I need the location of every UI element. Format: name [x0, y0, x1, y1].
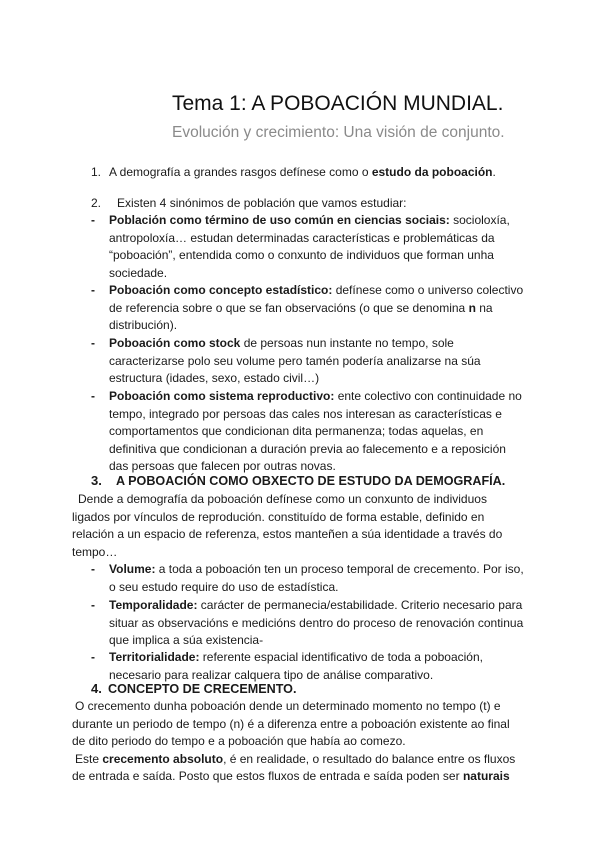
item-2-number: 2.: [91, 196, 102, 210]
section-3-heading: A POBOACIÓN COMO OBXECTO DE ESTUDO DA DEMOGRAFÍA.: [116, 474, 506, 488]
section-4-body: O crecemento dunha poboación dende un determinado momento no tempo (t) e durante un periodo de tempo (n) é a diferenza entre a poboación existente ao final de dito periodo do tempo e a poboación que había ao comezo. Este crecemento absoluto, é en realidade, o resultado do balance entre os fluxos de entrada e saída. Posto que estos fluxos de entrada e saída poden ser naturais: [72, 699, 516, 784]
bullet-item: Población como término de uso común en ciencias sociais: socioloxía, antropoloxía… estudan determinadas características e problemáticas da “poboación”, entendida como o conxunto de individuos que forman unha sociedade.: [109, 213, 510, 280]
bullet-dash: -: [91, 562, 95, 576]
item-1-number: 1.: [91, 165, 102, 179]
bullet-dash: -: [91, 213, 95, 227]
item-1-text: A demografía a grandes rasgos defínese como o estudo da poboación.: [109, 165, 496, 179]
section-4-number: 4.: [91, 681, 102, 696]
bullet-item: Temporalidade: carácter de permanecia/estabilidade. Criterio necesario para situar as observacións e medicións dentro do proceso de renovación continua que implica a súa existencia-: [109, 598, 524, 648]
section-4-heading: CONCEPTO DE CRECEMENTO.: [108, 682, 297, 696]
bullet-item: Poboación como concepto estadístico: defínese como o universo colectivo de referencia sobre o que se fan observacións (o que se denomina n na distribución).: [109, 283, 524, 333]
section-3-number: 3.: [91, 473, 102, 488]
bullet-item: Poboación como sistema reproductivo: ente colectivo con continuidade no tempo, integrado por persoas das cales nos interesan as características e comportamentos que condicionan dita permanenza; todas aquelas, en definitiva que condicionan a duración previa ao falecemento e a reposición das persoas que falecen por outras novas.: [109, 389, 522, 474]
bullet-item: Poboación como stock de persoas nun instante no tempo, sole caracterizarse polo seu volume pero tamén podería analizarse na súa estructura (idades, sexo, estado civil…): [109, 336, 481, 386]
item-2-text: Existen 4 sinónimos de población que vamos estudiar:: [117, 196, 407, 210]
bullet-item: Territorialidade: referente espacial identificativo de toda a poboación, necesario para realizar calquera tipo de análise comparativo.: [109, 650, 483, 682]
bullet-dash: -: [91, 650, 95, 664]
bullet-dash: -: [91, 283, 95, 297]
bullet-dash: -: [91, 336, 95, 350]
document-title: Tema 1: A POBOACIÓN MUNDIAL.: [172, 92, 504, 115]
document-subtitle: Evolución y crecimiento: Una visión de conjunto.: [172, 124, 505, 141]
section-3-intro: Dende a demografía da poboación defínese como un conxunto de individuos ligados por vínculos de reprodución. constituído de forma estable, definido en relación a un espacio de referenza, estos manteñen a súa identidade a través do tempo…: [72, 492, 503, 559]
bullet-dash: -: [91, 598, 95, 612]
bullet-dash: -: [91, 389, 95, 403]
bullet-item: Volume: a toda a poboación ten un proceso temporal de crecemento. Por iso, o seu estudo require do uso de estadística.: [109, 562, 524, 594]
